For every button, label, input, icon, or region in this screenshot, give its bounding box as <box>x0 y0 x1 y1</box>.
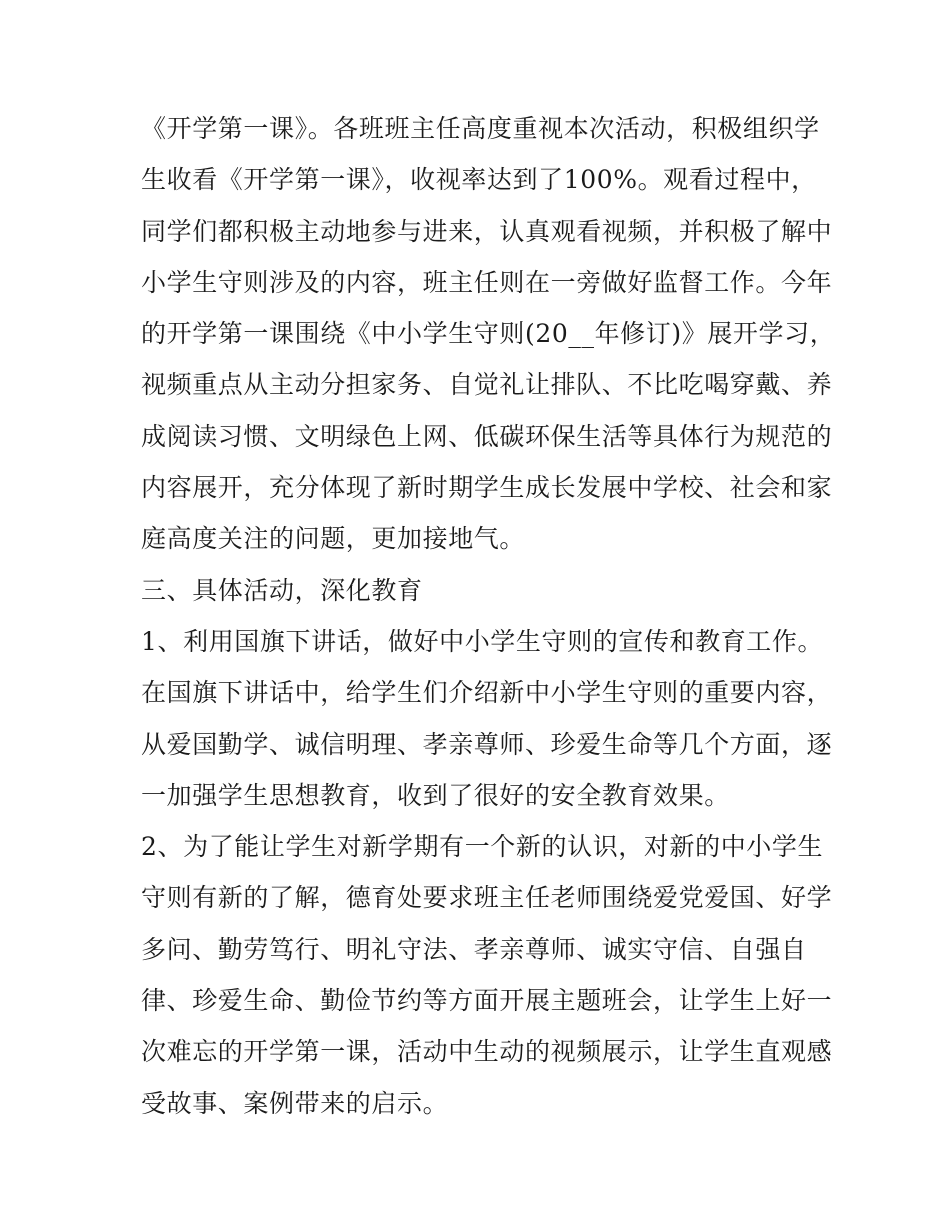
text-line: 一加强学生思想教育，收到了很好的安全教育效果。 <box>141 780 730 810</box>
text-line: 受故事、案例带来的启示。 <box>141 1088 449 1118</box>
text-line: 次难忘的开学第一课，活动中生动的视频展示，让学生直观感 <box>141 1037 833 1067</box>
text-line: 多问、勤劳笃行、明礼守法、孝亲尊师、诚实守信、自强自 <box>141 934 807 964</box>
body-text <box>141 103 836 1129</box>
text-line: 守则有新的了解，德育处要求班主任老师围绕爱党爱国、好学 <box>141 883 833 913</box>
text-line: 成阅读习惯、文明绿色上网、低碳环保生活等具体行为规范的 <box>141 421 833 451</box>
text-line: 在国旗下讲话中，给学生们介绍新中小学生守则的重要内容， <box>141 678 833 708</box>
text-line: 律、珍爱生命、勤俭节约等方面开展主题班会，让学生上好一 <box>141 986 833 1016</box>
text-line: 庭高度关注的问题，更加接地气。 <box>141 524 526 554</box>
text-line: 从爱国勤学、诚信明理、孝亲尊师、珍爱生命等几个方面，逐 <box>141 729 833 759</box>
text-line: 小学生守则涉及的内容，班主任则在一旁做好监督工作。今年 <box>141 267 833 297</box>
text-line: 视频重点从主动分担家务、自觉礼让排队、不比吃喝穿戴、养 <box>141 370 833 400</box>
text-line: 《开学第一课》。各班班主任高度重视本次活动，积极组织学 <box>141 114 820 143</box>
text-line: 1、利用国旗下讲话，做好中小学生守则的宣传和教育工作。 <box>141 626 824 656</box>
text-line: 2、为了能让学生对新学期有一个新的认识，对新的中小学生 <box>141 832 824 862</box>
text-line: 生收看《开学第一课》，收视率达到了100%。观看过程中， <box>141 165 817 195</box>
text-line: 同学们都积极主动地参与进来，认真观看视频，并积极了解中 <box>141 216 833 246</box>
text-line: 的开学第一课围绕《中小学生守则(20__年修订)》展开学习， <box>141 319 836 349</box>
section-heading: 三、具体活动，深化教育 <box>141 575 423 605</box>
text-line: 内容展开，充分体现了新时期学生成长发展中学校、社会和家 <box>141 473 833 503</box>
